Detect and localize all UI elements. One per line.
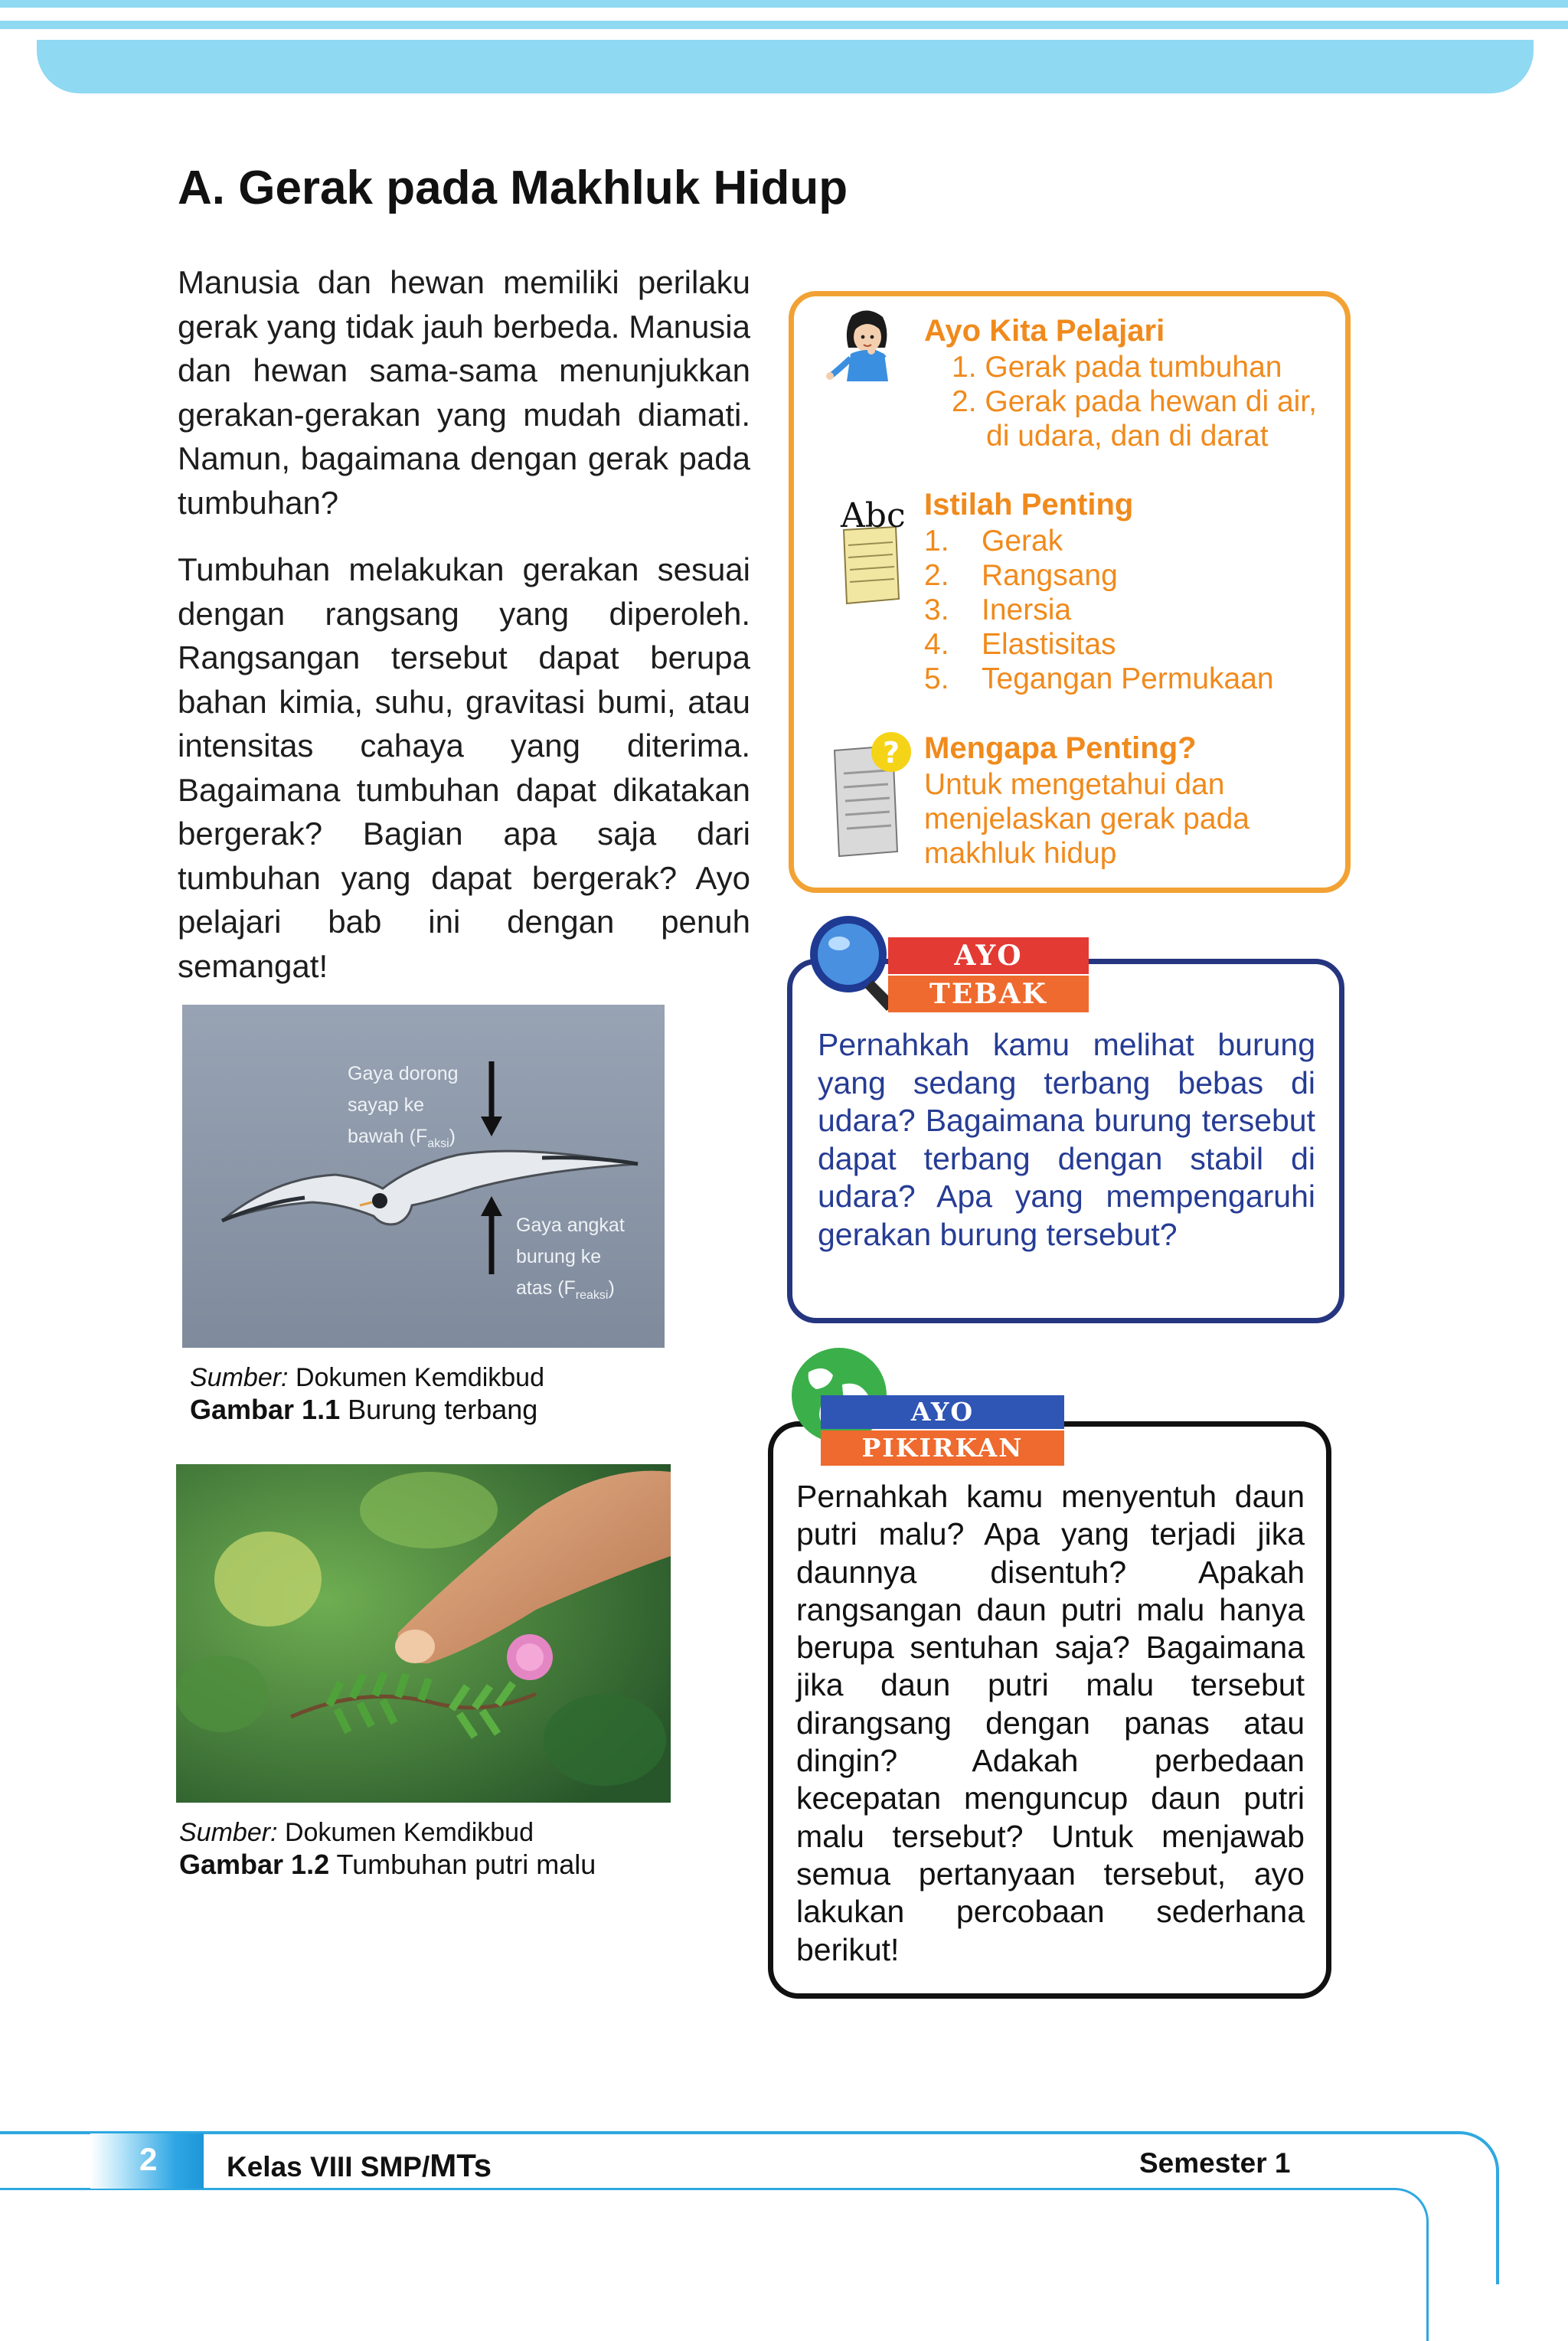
page-number: 2 — [139, 2141, 158, 2177]
abc-icon-label: Abc — [841, 496, 906, 535]
ayo-kita-pelajari-title: Ayo Kita Pelajari — [924, 314, 1165, 348]
ayo-pikirkan-badge-bottom: PIKIRKAN — [821, 1430, 1064, 1466]
istilah-item-4: Elastisitas — [982, 628, 1116, 661]
force-reaction-label: Gaya angkat burung ke atas $(F_{reaksi})$ — [516, 1215, 625, 1302]
intro-paragraph-1: Manusia dan hewan memiliki perilaku gerak yang tidak jauh berbeda. Manusia dan hewan sama-sama menunjukkan gerakan-gerakan yang mudah diamati. Namun, bagaimana dengan gerak pada tumbuhan? — [178, 264, 750, 521]
pelajari-item-2: 2. Gerak pada hewan di air, — [952, 385, 1317, 418]
ayo-tebak-badge-bottom: TEBAK — [888, 976, 1089, 1012]
mengapa-line-3: makhluk hidup — [924, 837, 1117, 870]
force-action-label: Gaya dorong sayap ke bawah $(F_{aksi})$ — [348, 1063, 459, 1150]
header-line-middle — [0, 21, 1568, 29]
ayo-pikirkan-text: Pernahkah kamu menyentuh daun putri malu? Apa yang terjadi jika daunnya disentuh? Apakah rangsangan daun putri malu hanya berupa sentuhan saja? Bagaimana jika daun putri malu tersebut dirangsang dengan panas atau dingin? Adakah perbedaan kecepatan menguncup daun putri malu tersebut? Untuk menjawab semua pertanyaan tersebut, ayo lakukan percobaan sederhana berikut! — [796, 1479, 1305, 1967]
ayo-tebak-badge — [888, 937, 1089, 1012]
istilah-num-5: 5. — [924, 662, 949, 695]
header-band — [37, 40, 1534, 93]
flying-bird-photo — [182, 1005, 665, 1348]
mengapa-line-1: Untuk mengetahui dan — [924, 768, 1225, 801]
figure-2-source: Sumber: Dokumen Kemdikbud — [179, 1818, 534, 1847]
header-line-top — [0, 0, 1568, 8]
mengapa-penting-title: Mengapa Penting? — [924, 731, 1197, 765]
semester-label: Semester 1 — [1139, 2147, 1291, 2179]
istilah-penting-title: Istilah Penting — [924, 488, 1134, 521]
mimosa-plant-photo — [176, 1464, 671, 1803]
istilah-num-2: 2. — [924, 559, 949, 592]
abc-notepad-icon — [838, 496, 906, 605]
question-document-icon — [830, 727, 916, 858]
istilah-item-3: Inersia — [982, 593, 1072, 626]
figure-1-caption: Gambar 1.1 Burung terbang — [190, 1394, 538, 1425]
svg-text:?: ? — [882, 736, 900, 770]
istilah-num-1: 1. — [924, 525, 949, 557]
istilah-item-1: Gerak — [982, 525, 1063, 557]
istilah-num-3: 3. — [924, 593, 949, 626]
figure-1-source: Sumber: Dokumen Kemdikbud — [190, 1363, 545, 1392]
class-label: Kelas VIII SMP/MTs — [227, 2147, 492, 2183]
student-girl-icon — [825, 308, 910, 384]
istilah-item-2: Rangsang — [982, 559, 1118, 592]
mengapa-line-2: menjelaskan gerak pada — [924, 803, 1250, 835]
ayo-pikirkan-badge-top: AYO — [821, 1395, 1064, 1429]
istilah-item-5: Tegangan Permukaan — [982, 662, 1274, 695]
istilah-num-4: 4. — [924, 628, 949, 661]
ayo-tebak-text: Pernahkah kamu melihat burung yang sedang terbang bebas di udara? Bagaimana burung tersebut dapat terbang dengan stabil di udara? Apa yang mempengaruhi gerakan burung tersebut? — [818, 1027, 1315, 1252]
ayo-tebak-badge-top: AYO — [888, 937, 1089, 974]
pelajari-item-2-cont: di udara, dan di darat — [986, 420, 1269, 453]
pelajari-item-1: 1. Gerak pada tumbuhan — [952, 351, 1282, 384]
ayo-pikirkan-badge — [821, 1395, 1064, 1466]
section-title: A. Gerak pada Makhluk Hidup — [178, 162, 848, 214]
figure-2-caption: Gambar 1.2 Tumbuhan putri malu — [179, 1849, 596, 1880]
intro-paragraph-2: Tumbuhan melakukan gerakan sesuai dengan rangsang yang diperoleh. Rangsangan tersebut dapat berupa bahan kimia, suhu, gravitasi bumi, atau intensitas cahaya yang diterima. Bagaimana tumbuhan dapat dikatakan bergerak? Bagian apa saja dari tumbuhan yang dapat bergerak? Ayo pelajari bab ini dengan penuh semangat! — [178, 551, 750, 984]
footer-line-inner — [0, 2188, 1429, 2341]
